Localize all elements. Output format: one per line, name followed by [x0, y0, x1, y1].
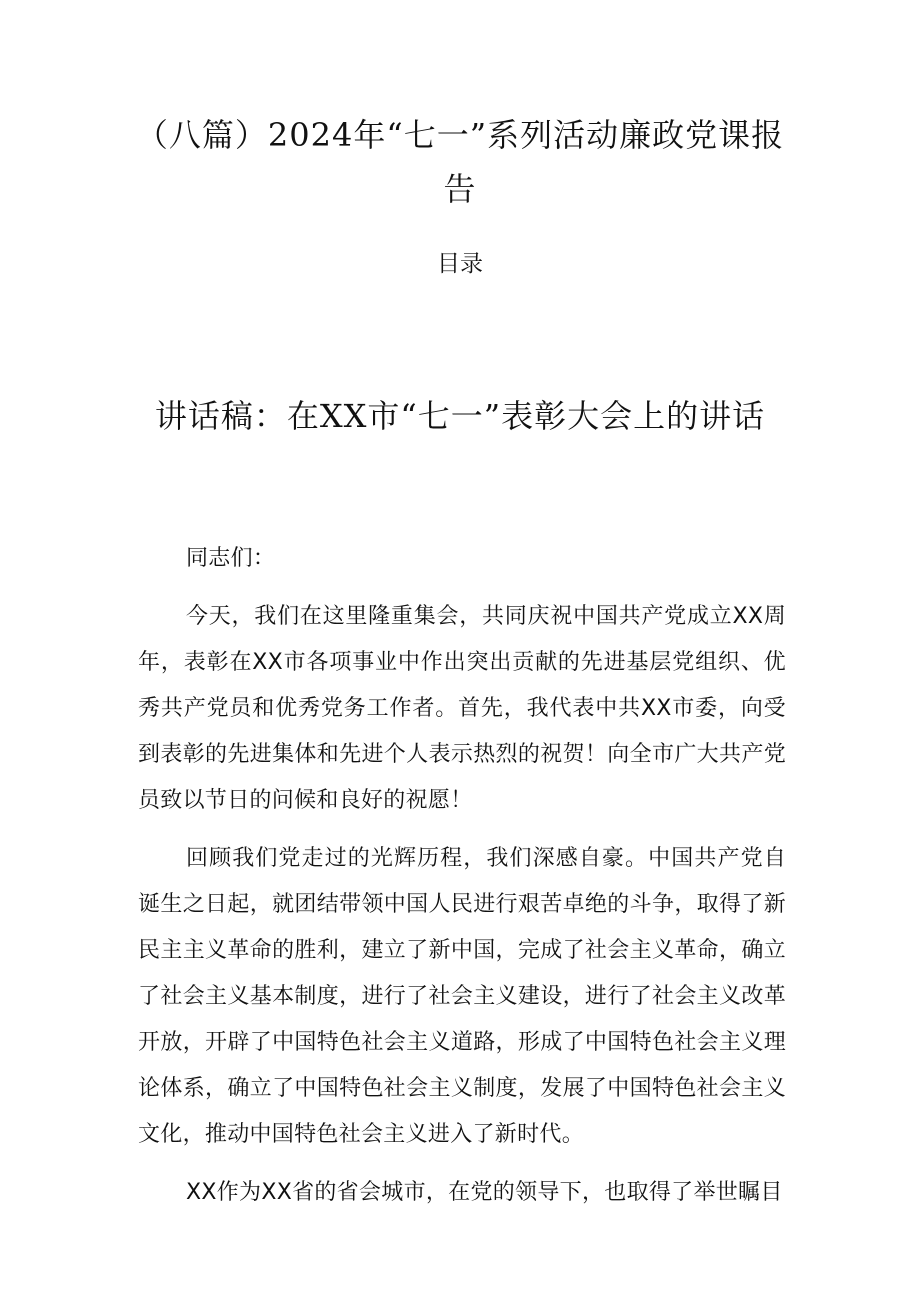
paragraph-city: XX作为XX省的省会城市，在党的领导下，也取得了举世瞩目	[186, 1180, 783, 1205]
table-of-contents-heading: 目录	[437, 251, 483, 277]
body-text	[138, 536, 786, 1228]
document-title: （八篇）2024年“七一”系列活动廉政党课报告	[135, 116, 785, 208]
paragraph-salutation: 同志们：	[186, 546, 276, 571]
section-title: 讲话稿：在XX市“七一”表彰大会上的讲话	[154, 397, 766, 435]
paragraph-opening: 今天，我们在这里隆重集会，共同庆祝中国共产党成立XX周年，表彰在XX市各项事业中作出突出贡献的先进基层党组织、优秀共产党员和优秀党务工作者。首先，我代表中共XX市委，向受到表彰的先进集体和先进个人表示热烈的祝贺！向全市广大共产党员致以节日的问候和良好的祝愿！	[138, 604, 786, 813]
paragraph-history: 回顾我们党走过的光辉历程，我们深感自豪。中国共产党自诞生之日起，就团结带领中国人民进行艰苦卓绝的斗争，取得了新民主主义革命的胜利，建立了新中国，完成了社会主义革命，确立了社会主义基本制度，进行了社会主义建设，进行了社会主义改革开放，开辟了中国特色社会主义道路，形成了中国特色社会主义理论体系，确立了中国特色社会主义制度，发展了中国特色社会主义文化，推动中国特色社会主义进入了新时代。	[138, 846, 786, 1147]
